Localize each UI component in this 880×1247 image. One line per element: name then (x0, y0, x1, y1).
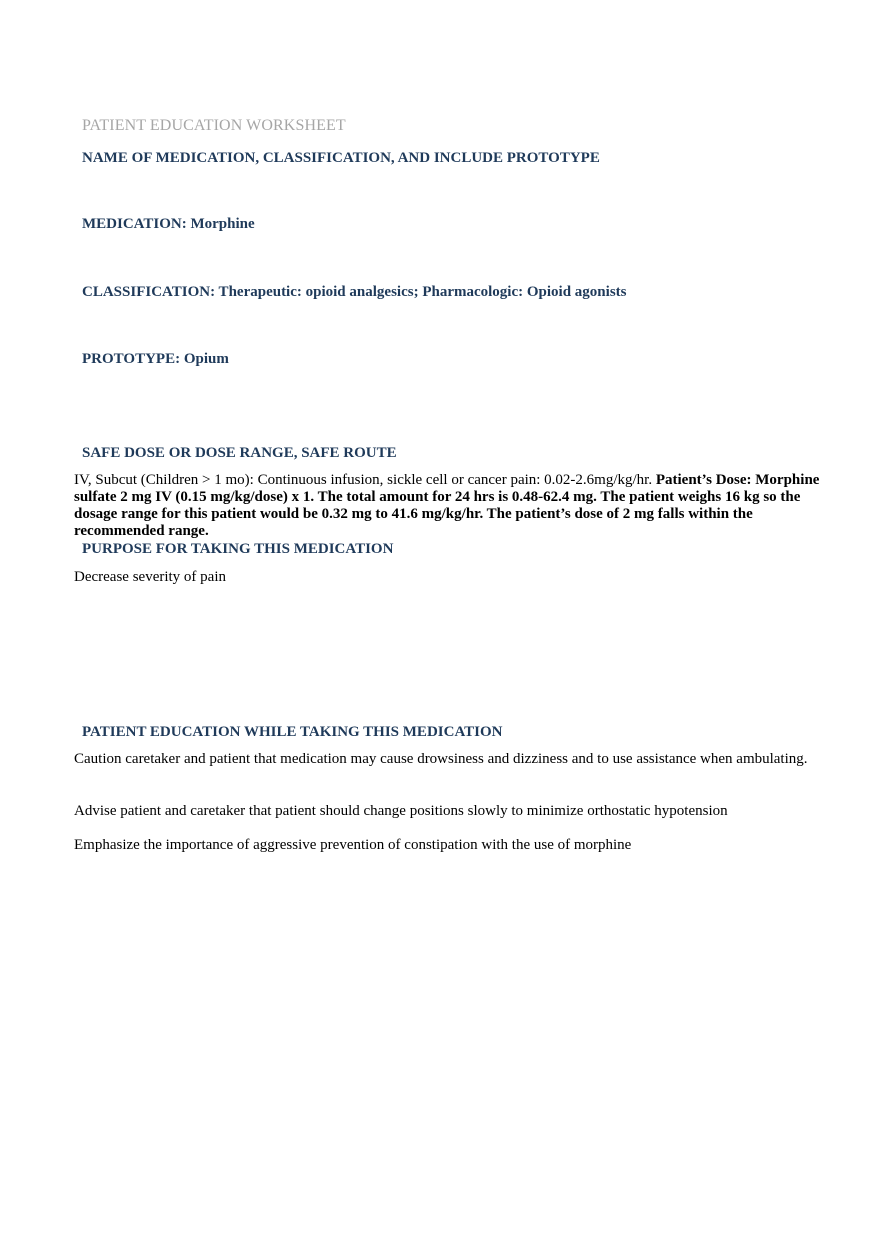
medication-line: MEDICATION: Morphine (82, 216, 255, 232)
name-of-medication-heading: NAME OF MEDICATION, CLASSIFICATION, AND INCLUDE PROTOTYPE (82, 150, 600, 166)
safe-dose-route-text: IV, Subcut (Children > 1 mo): Continuous infusion, sickle cell or cancer pain: 0.02-2.6mg/kg/hr. (74, 472, 656, 488)
education-item: Advise patient and caretaker that patient should change positions slowly to minimize orthostatic hypotension (74, 803, 728, 819)
safe-dose-paragraph (74, 472, 834, 540)
education-heading: PATIENT EDUCATION WHILE TAKING THIS MEDICATION (82, 724, 503, 740)
classification-line: CLASSIFICATION: Therapeutic: opioid analgesics; Pharmacologic: Opioid agonists (82, 284, 627, 300)
prototype-line: PROTOTYPE: Opium (82, 351, 229, 367)
purpose-heading: PURPOSE FOR TAKING THIS MEDICATION (82, 541, 394, 557)
education-item: Caution caretaker and patient that medication may cause drowsiness and dizziness and to use assistance when ambulating. (74, 751, 808, 767)
patient-dose-text: Patient’s Dose: Morphine sulfate 2 mg IV (0.15 mg/kg/dose) x 1. The total amount for 24 hrs is 0.48-62.4 mg. The patient weighs 16 kg so the dosage range for this patient would be 0.32 mg to 41.6 mg/kg/hr. The patient’s dose of 2 mg falls within the recommended range. (74, 472, 820, 539)
worksheet-title: PATIENT EDUCATION WORKSHEET (82, 117, 346, 134)
safe-dose-heading: SAFE DOSE OR DOSE RANGE, SAFE ROUTE (82, 445, 397, 461)
education-item: Emphasize the importance of aggressive prevention of constipation with the use of morphine (74, 837, 632, 853)
purpose-text: Decrease severity of pain (74, 569, 227, 585)
